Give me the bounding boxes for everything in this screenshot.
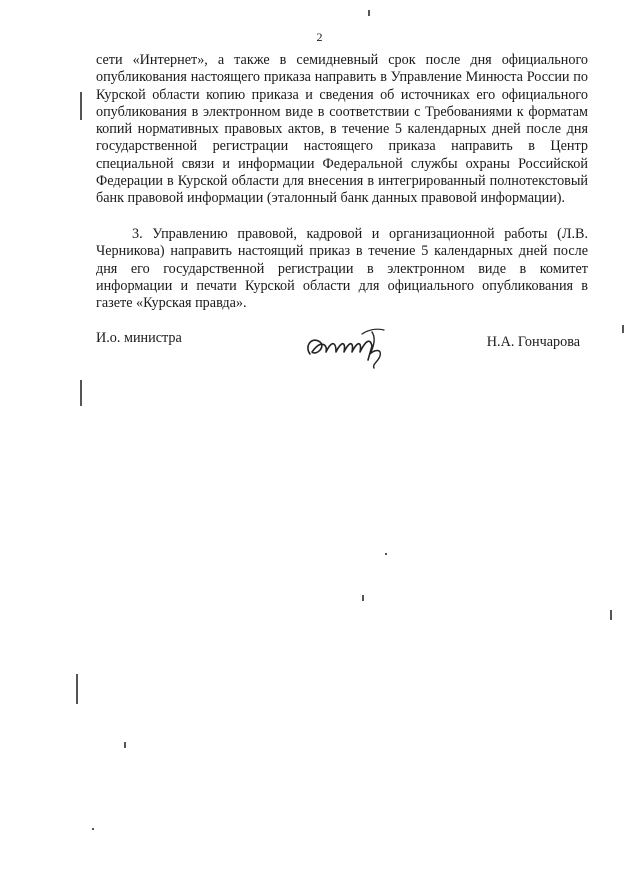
- scan-mark: [80, 380, 82, 406]
- scan-mark: [76, 674, 78, 704]
- paragraph-continuation: сети «Интернет», а также в семидневный срок после дня официального опубликования настоящего приказа направить в Управление Минюста России по Курской области копию приказа и сведения об источниках его официального опубликования в электронном виде в соответствии с Требованиями к форматам копий нормативных правовых актов, в течение 5 календарных дней после дня государственной регистрации настоящего приказа направить в Центр специальной связи и информации Федеральной службы охраны Российской Федерации в Курской области для внесения в интегрированный полнотекстовый банк правовой информации (эталонный банк данных правовой информации).: [96, 52, 588, 207]
- scan-mark: [385, 553, 387, 555]
- page-number: 2: [316, 30, 323, 44]
- scan-mark: [362, 595, 364, 601]
- scan-mark: [368, 10, 370, 16]
- scan-mark: [622, 325, 624, 333]
- scan-mark: [610, 610, 612, 620]
- signer-name: Н.А. Гончарова: [486, 334, 580, 350]
- position-title: И.о. министра: [96, 330, 182, 346]
- scan-mark: [92, 828, 94, 830]
- scan-mark: [124, 742, 126, 748]
- handwritten-signature-icon: [302, 324, 398, 370]
- scan-mark: [80, 92, 82, 120]
- paragraph-item-3: 3. Управлению правовой, кадровой и организационной работы (Л.В. Черникова) направить настоящий приказ в течение 5 календарных дней после дня его государственной регистрации в электронном виде в комитет информации и печати Курской области для официального опубликования в газете «Курская правда».: [96, 226, 588, 312]
- signature-block: [96, 330, 588, 370]
